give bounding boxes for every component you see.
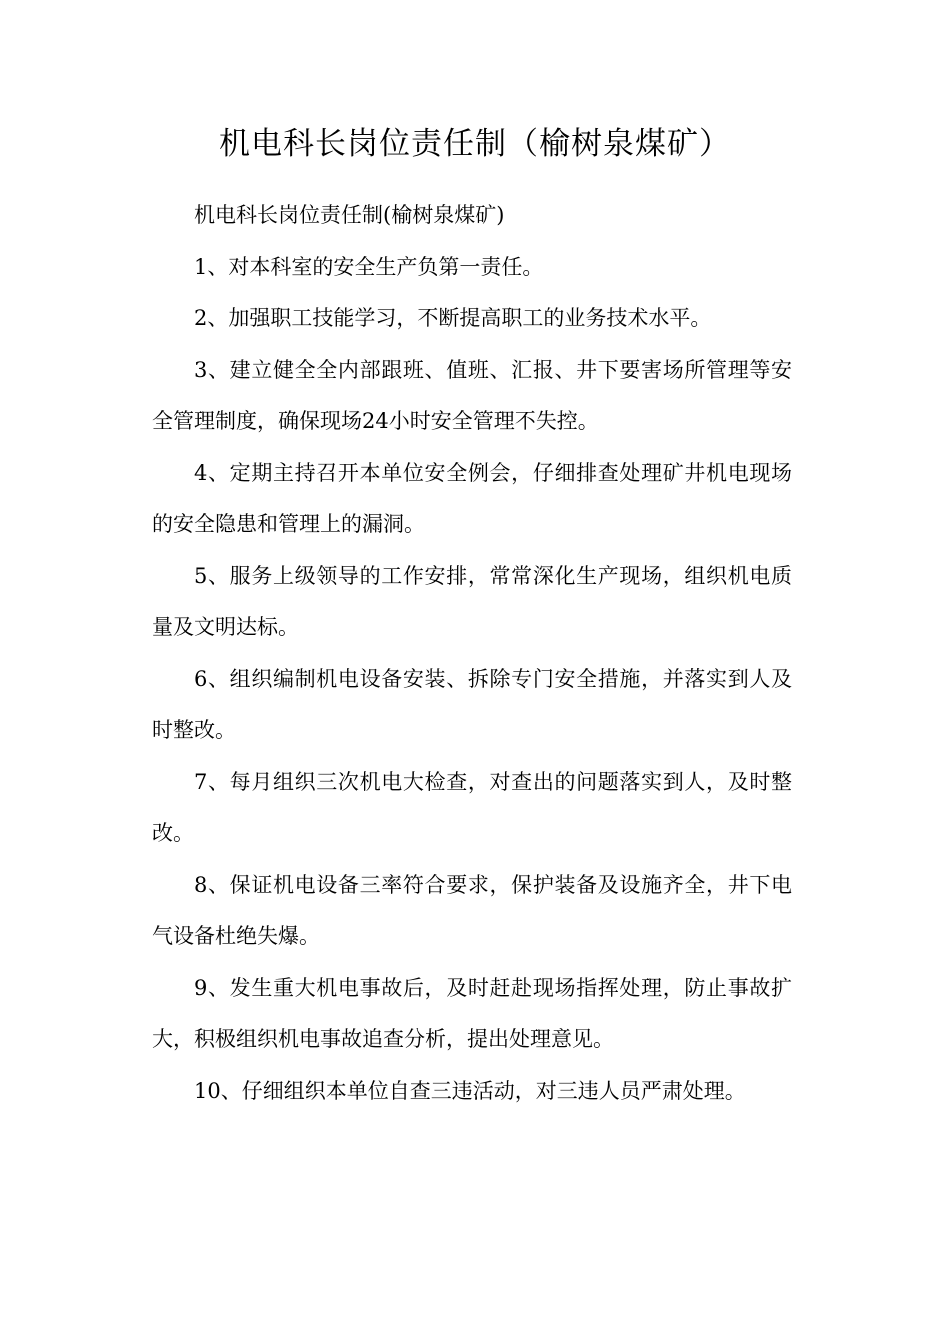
paragraph-item-9: 9、发生重大机电事故后，及时赶赴现场指挥处理，防止事故扩大，积极组织机电事故追查分析，提出处理意见。 xyxy=(152,975,792,1051)
paragraph-item-8: 8、保证机电设备三率符合要求，保护装备及设施齐全，井下电气设备杜绝失爆。 xyxy=(152,872,792,948)
paragraph-item-4: 4、定期主持召开本单位安全例会，仔细排查处理矿井机电现场的安全隐患和管理上的漏洞。 xyxy=(152,460,792,536)
paragraph-item-2: 2、加强职工技能学习，不断提高职工的业务技术水平。 xyxy=(194,306,712,330)
paragraph-item-10: 10、仔细组织本单位自查三违活动，对三违人员严肃处理。 xyxy=(194,1078,746,1103)
paragraph-item-5: 5、服务上级领导的工作安排，常常深化生产现场，组织机电质量及文明达标。 xyxy=(152,563,792,639)
paragraph-subtitle: 机电科长岗位责任制(榆树泉煤矿) xyxy=(194,203,505,227)
document-body xyxy=(152,190,792,1117)
document-title: 机电科长岗位责任制（榆树泉煤矿） xyxy=(219,126,731,162)
paragraph-item-7: 7、每月组织三次机电大检查，对查出的问题落实到人，及时整改。 xyxy=(152,769,792,845)
paragraph-item-1: 1、对本科室的安全生产负第一责任。 xyxy=(194,254,544,279)
paragraph-item-3: 3、建立健全全内部跟班、值班、汇报、井下要害场所管理等安全管理制度，确保现场24小时安全管理不失控。 xyxy=(152,357,792,433)
paragraph-item-6: 6、组织编制机电设备安装、拆除专门安全措施，并落实到人及时整改。 xyxy=(152,666,792,742)
